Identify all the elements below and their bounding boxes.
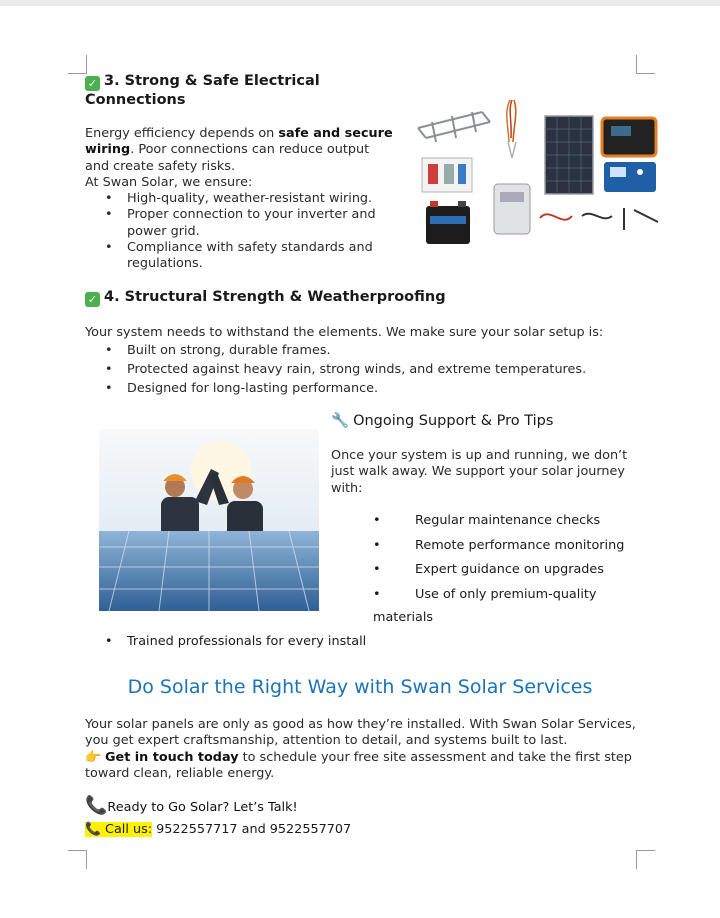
list-item: • Use of only premium-quality xyxy=(373,587,624,612)
crop-mark-top-right xyxy=(636,55,655,74)
list-item: • Proper connection to your inverter and power grid. xyxy=(85,207,395,240)
phone-icon: 📞 xyxy=(85,795,108,816)
solar-kit-image xyxy=(412,98,664,252)
section-4-heading: ✓ 4. Structural Strength & Weatherproofing xyxy=(85,288,446,307)
support-body: Once your system is up and running, we don’t just walk away. We support your solar journey with: xyxy=(331,448,628,496)
section-3-bullets xyxy=(85,191,395,272)
list-item: • Compliance with safety standards and regulations. xyxy=(85,240,395,273)
check-icon: ✓ xyxy=(85,76,100,91)
call-us-highlight: 📞 Call us: xyxy=(85,822,153,837)
phone-icon: 📞 xyxy=(85,822,101,837)
ready-line: 📞Ready to Go Solar? Let’s Talk! xyxy=(85,795,298,816)
list-item: • High-quality, weather-resistant wiring. xyxy=(85,191,395,207)
section-3-heading: ✓ 3. Strong & Safe Electrical Connections xyxy=(85,73,320,108)
support-heading: 🔧 Ongoing Support & Pro Tips xyxy=(331,413,554,429)
support-list xyxy=(373,513,624,611)
list-item: • Remote performance monitoring xyxy=(373,538,624,563)
call-line: 📞 Call us: 9522557717 and 9522557707 xyxy=(85,822,352,837)
list-item: • Trained professionals for every install xyxy=(85,634,485,650)
list-item: • Built on strong, durable frames. xyxy=(85,341,645,360)
list-item: • Designed for long-lasting performance. xyxy=(85,379,645,398)
list-item: • Expert guidance on upgrades xyxy=(373,562,624,587)
crop-mark-bottom-left xyxy=(68,850,87,869)
cta-body: Your solar panels are only as good as how they’re installed. With Swan Solar Services, you get expert craftsmanship, attention to detail, and systems built to last. 👉 Get in touch today to schedule your free site assessment and take the first step toward clean, reliable energy. xyxy=(85,717,636,781)
list-item: • Protected against heavy rain, strong winds, and extreme temperatures. xyxy=(85,360,645,379)
section-3-body: Energy efficiency depends on safe and secure wiring. Poor connections can reduce output and create safety risks. At Swan Solar, we ensure: • High-quality, weather-resistant wiring. • Proper connection to your inverter and power grid. • Compliance with safety standards and regulations. xyxy=(85,126,395,273)
list-item: • Regular maintenance checks xyxy=(373,513,624,538)
cta-heading: Do Solar the Right Way with Swan Solar Services xyxy=(127,676,593,698)
pointing-hand-icon: 👉 xyxy=(85,749,101,765)
support-wrap-text: materials xyxy=(373,610,434,625)
support-last-bullet xyxy=(85,634,485,650)
viewer-top-bar xyxy=(0,0,720,6)
section-4-bullets xyxy=(85,341,645,398)
crop-mark-bottom-right xyxy=(636,850,655,869)
section-4-body: Your system needs to withstand the elements. We make sure your solar setup is: • Built on strong, durable frames. • Protected against heavy rain, strong winds, and extreme temperatures. • Designed for long-lasting performance. xyxy=(85,325,645,398)
technicians-photo xyxy=(99,429,319,611)
check-icon: ✓ xyxy=(85,292,100,307)
wrench-icon: 🔧 xyxy=(331,413,350,429)
